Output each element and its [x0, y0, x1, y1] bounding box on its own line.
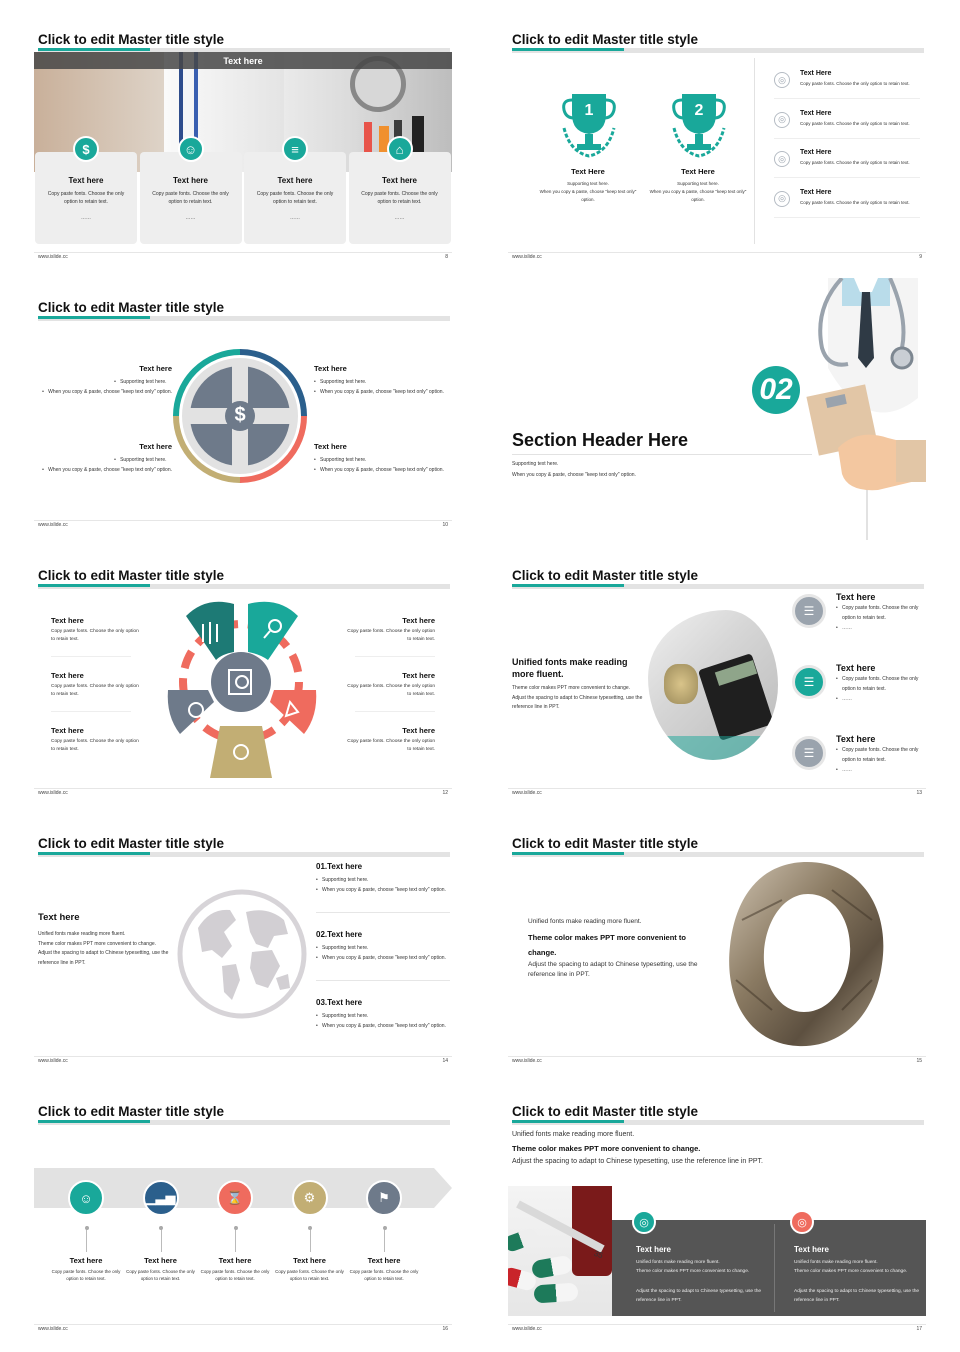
intro-line: Unified fonts make reading more fluent. — [512, 1131, 635, 1138]
bar-chart-icon: ▁▃▅ — [143, 1180, 179, 1216]
item-divider — [774, 98, 920, 99]
footer-url: www.islide.cc — [512, 1058, 542, 1064]
globe-shield-icon: ◎ — [774, 112, 790, 128]
divider — [51, 656, 131, 657]
bullet: • Copy paste fonts. Choose the only option to retain text. — [836, 675, 920, 694]
divider — [316, 980, 450, 981]
text-block — [314, 364, 448, 397]
slide-9[interactable] — [508, 28, 926, 262]
card-dots: …… — [81, 215, 91, 221]
slide-title: Click to edit Master title style — [512, 836, 699, 851]
title-underline — [512, 1120, 924, 1125]
trophy-body: Supporting text here. When you copy & paste, choose "keep text only" option. — [539, 181, 637, 202]
item-divider — [774, 217, 920, 218]
hourglass-icon: ⌛ — [217, 1180, 253, 1216]
slide-title: Click to edit Master title style — [512, 1104, 699, 1119]
card-title: Text here — [277, 176, 313, 185]
connector-dot — [308, 1226, 312, 1230]
globe-shield-icon: ◎ — [774, 151, 790, 167]
item-body: Copy paste fonts. Choose the only option to retain text. — [800, 81, 910, 86]
building-icon: ☰ — [792, 665, 826, 699]
slide-title: Click to edit Master title style — [38, 568, 225, 583]
bullet: • Supporting text here. — [114, 455, 172, 465]
feature-card[interactable] — [244, 152, 346, 244]
divider — [51, 711, 131, 712]
vertical-divider — [754, 58, 755, 244]
slide-title: Click to edit Master title style — [38, 1104, 225, 1119]
trophy-title: Text Here — [571, 167, 605, 176]
bullet: • When you copy & paste, choose "keep text only" option. — [316, 885, 450, 895]
title-underline — [38, 584, 450, 589]
bullet: • …… — [836, 765, 920, 775]
footer-url: www.islide.cc — [512, 254, 542, 260]
left-title: Text here — [38, 912, 80, 923]
emphasis-line: Theme color makes PPT more convenient to change. — [528, 933, 686, 957]
block-bullets — [42, 377, 172, 397]
col-divider — [774, 1224, 775, 1312]
card-body: Copy paste fonts. Choose the only option to retain text. — [256, 191, 334, 205]
title-underline — [38, 316, 450, 321]
page-number: 8 — [445, 254, 448, 260]
bullet: • …… — [836, 623, 920, 633]
footer-url: www.islide.cc — [38, 790, 68, 796]
step-body: Copy paste fonts. Choose the only option to retain text. — [200, 1269, 270, 1281]
text-block — [314, 442, 448, 475]
chart-icon: ≡ — [282, 136, 308, 162]
slide-12[interactable] — [34, 564, 452, 798]
divider — [355, 711, 435, 712]
page-number: 12 — [442, 790, 448, 796]
item-title: Text Here — [800, 70, 832, 77]
item-title: Text Here — [800, 149, 832, 156]
detail-line: Adjust the spacing to adapt to Chinese typesetting, use the reference line in PPT. — [512, 1158, 763, 1165]
item-bullets — [836, 675, 920, 704]
banner-text: Text here — [223, 55, 263, 66]
step-title: Text here — [293, 1256, 326, 1265]
block-bullets — [42, 455, 172, 475]
item-bullets — [836, 604, 920, 633]
step-title: Text here — [144, 1256, 177, 1265]
page-number: 9 — [919, 254, 922, 260]
block-title: Text here — [314, 364, 347, 373]
header-rule — [512, 454, 812, 455]
item-title: Text Here — [800, 109, 832, 117]
globe-shield-icon: ◎ — [774, 191, 790, 207]
left-item-body: Copy paste fonts. Choose the only option to retain text. — [51, 684, 139, 697]
bullet: • Supporting text here. — [316, 1011, 450, 1021]
right-item-title: Text here — [402, 726, 435, 735]
letter-o-photo-mask — [722, 860, 892, 1048]
item-body: Copy paste fonts. Choose the only option to retain text. — [800, 160, 910, 165]
footer-url: www.islide.cc — [38, 254, 68, 260]
target-icon: ◎ — [632, 1210, 656, 1234]
right-item-body: Copy paste fonts. Choose the only option to retain text. — [347, 629, 435, 642]
block-title: Text here — [139, 364, 172, 373]
feature-card[interactable] — [35, 152, 137, 244]
left-body: Unified fonts make reading more fluent. Theme color makes PPT more convenient to change. Adjust the spacing to adapt to Chinese typesetting, use the reference line in PPT. — [38, 931, 169, 966]
title-underline — [512, 852, 924, 857]
text-block — [38, 364, 172, 398]
item-title: Text here — [836, 592, 876, 602]
bullet: • Supporting text here. — [316, 943, 450, 953]
card-title: Text here — [173, 176, 208, 185]
petal-bottom — [210, 726, 272, 778]
slide-title: Click to edit Master title style — [512, 32, 699, 47]
page-number: 10 — [442, 522, 448, 528]
bullet: • Copy paste fonts. Choose the only option to retain text. — [836, 746, 920, 765]
trophy-title: Text Here — [681, 167, 715, 176]
page-number: 16 — [442, 1326, 448, 1332]
title-underline — [512, 48, 924, 53]
step-title: Text here — [218, 1256, 252, 1265]
slide-16[interactable] — [34, 1100, 452, 1334]
col-body-2: Theme color makes PPT more convenient to change. — [794, 1269, 908, 1274]
item-title: 02.Text here — [316, 930, 363, 939]
target-icon: ◎ — [790, 1210, 814, 1234]
petal-right — [270, 690, 316, 734]
person-icon: ☺ — [68, 1180, 104, 1216]
dollar-icon: $ — [73, 136, 99, 162]
col-body-3: Adjust the spacing to adapt to Chinese typesetting, use the reference line in PPT. — [636, 1289, 762, 1303]
title-underline — [38, 852, 450, 857]
footer-url: www.islide.cc — [38, 1326, 68, 1332]
left-item-title: Text here — [51, 616, 84, 625]
step-body: Copy paste fonts. Choose the only option to retain text. — [275, 1269, 344, 1281]
building-icon: ☰ — [792, 736, 826, 770]
item-bullets — [836, 746, 920, 775]
banner — [34, 52, 452, 69]
col-title: Text here — [794, 1245, 829, 1254]
section-number: 02 — [752, 366, 800, 414]
item-title: Text here — [836, 663, 876, 673]
right-item-body: Copy paste fonts. Choose the only option to retain text. — [347, 684, 435, 697]
block-bullets — [314, 377, 448, 397]
bullet: • When you copy & paste, choose "keep text only" option. — [42, 465, 172, 475]
card-dots: …… — [394, 215, 405, 221]
item-title: 01.Text here — [316, 862, 363, 871]
globe-shield-icon: ◎ — [774, 72, 790, 88]
medicine-photo — [508, 1186, 612, 1316]
title-underline — [38, 1120, 450, 1125]
item-divider — [774, 138, 920, 139]
intro-line: Unified fonts make reading more fluent. — [528, 918, 642, 925]
col-body-2: Theme color makes PPT more convenient to change. — [636, 1269, 750, 1274]
left-item-title: Text here — [51, 671, 84, 680]
flag-icon: ⚑ — [366, 1180, 402, 1216]
step-body: Copy paste fonts. Choose the only option to retain text. — [349, 1269, 419, 1281]
slide-10[interactable] — [34, 296, 452, 530]
page-number: 14 — [442, 1058, 448, 1064]
users-icon: ☺ — [178, 136, 204, 162]
connector-dot — [383, 1226, 387, 1230]
slide-11[interactable] — [508, 278, 926, 540]
footer-url: www.islide.cc — [512, 1326, 542, 1332]
bullet: • When you copy & paste, choose "keep text only" option. — [316, 1021, 450, 1031]
item-bullets — [316, 875, 450, 895]
slide-title: Click to edit Master title style — [38, 836, 225, 851]
right-item-title: Text here — [402, 671, 435, 680]
page-number: 17 — [916, 1326, 922, 1332]
section-header: Section Header Here — [512, 430, 689, 450]
left-item-body: Copy paste fonts. Choose the only option to retain text. — [51, 739, 139, 752]
section-support-line: Supporting text here. — [512, 461, 559, 467]
card-body: Copy paste fonts. Choose the only option to retain text. — [152, 191, 229, 205]
trophy-rank: 1 — [584, 102, 594, 119]
slide-17[interactable] — [508, 1100, 926, 1334]
divider — [355, 656, 435, 657]
bullet: • Copy paste fonts. Choose the only option to retain text. — [836, 604, 920, 623]
emphasis-line: Theme color makes PPT more convenient to change. — [512, 1144, 701, 1153]
slide-title: Click to edit Master title style — [512, 568, 699, 583]
globe-graphic — [176, 888, 308, 1020]
step-body: Copy paste fonts. Choose the only option to retain text. — [126, 1269, 195, 1281]
bullet: • When you copy & paste, choose "keep text only" option. — [314, 465, 448, 475]
card-dots: …… — [290, 215, 300, 221]
content-body: Theme color makes PPT more convenient to change. Adjust the spacing to adapt to Chinese typesetting, use the reference line in PPT. — [512, 685, 643, 710]
bullet: • Supporting text here. — [314, 377, 448, 387]
item-title: Text here — [836, 734, 876, 744]
card-title: Text here — [68, 176, 104, 185]
title-underline — [512, 584, 924, 589]
block-bullets — [314, 455, 448, 475]
item-title: 03.Text here — [316, 998, 363, 1007]
col-body-3: Adjust the spacing to adapt to Chinese typesetting, use the reference line in PPT. — [794, 1289, 920, 1303]
item-divider — [774, 177, 920, 178]
bullet: • Supporting text here. — [314, 455, 448, 465]
bullet: • When you copy & paste, choose "keep text only" option. — [316, 953, 450, 963]
slide-14[interactable] — [34, 832, 452, 1066]
text-block — [38, 442, 172, 476]
slide-title: Click to edit Master title style — [38, 32, 225, 47]
left-item-title: Text here — [51, 726, 84, 735]
finance-photo — [648, 610, 778, 760]
home-icon: ⌂ — [387, 136, 413, 162]
block-title: Text here — [314, 442, 347, 451]
footer-url: www.islide.cc — [38, 522, 68, 528]
step-title: Text here — [69, 1256, 103, 1265]
page-number: 13 — [916, 790, 922, 796]
item-title: Text Here — [800, 188, 832, 196]
gear-icon: ⚙ — [292, 1180, 328, 1216]
bullet: • …… — [836, 694, 920, 704]
connector-dot — [85, 1226, 89, 1230]
divider — [316, 912, 450, 913]
connector-dot — [234, 1226, 238, 1230]
card-dots: …… — [185, 215, 196, 221]
slide-13[interactable] — [508, 564, 926, 798]
item-body: Copy paste fonts. Choose the only option to retain text. — [800, 199, 910, 205]
card-body: Copy paste fonts. Choose the only option to retain text. — [47, 191, 125, 205]
section-support-line-2: When you copy & paste, choose "keep text only" option. — [512, 472, 636, 478]
content-heading: Unified fonts make reading more fluent. — [512, 657, 628, 679]
step-title: Text here — [367, 1256, 401, 1265]
petal-ring-diagram — [156, 594, 326, 782]
connector-dot — [159, 1226, 163, 1230]
block-title: Text here — [139, 442, 172, 451]
trophy-icon — [560, 90, 618, 162]
left-item-body: Copy paste fonts. Choose the only option to retain text. — [51, 629, 139, 642]
item-bullets — [316, 943, 450, 963]
center-dollar-icon: $ — [234, 404, 246, 426]
feature-card[interactable] — [140, 152, 242, 244]
bullet: • When you copy & paste, choose "keep text only" option. — [314, 387, 448, 397]
detail-line: Adjust the spacing to adapt to Chinese typesetting, use the reference line in PPT. — [528, 961, 698, 978]
doctor-illustration — [778, 278, 926, 540]
bullet: • Supporting text here. — [114, 377, 172, 387]
building-icon: ☰ — [792, 594, 826, 628]
trophy-icon — [670, 90, 728, 162]
col-body-1: Unified fonts make reading more fluent. — [636, 1260, 720, 1265]
item-body: Copy paste fonts. Choose the only option to retain text. — [800, 120, 910, 126]
card-title: Text here — [382, 176, 417, 185]
page-number: 15 — [916, 1058, 922, 1064]
step-body: Copy paste fonts. Choose the only option to retain text. — [51, 1269, 121, 1281]
slide-title: Click to edit Master title style — [38, 300, 225, 315]
thermometer-reading: 35 — [592, 1248, 605, 1261]
trophy-body: Supporting text here. When you copy & paste, choose "keep text only" option. — [649, 181, 747, 202]
col-title: Text here — [636, 1245, 671, 1254]
feature-card[interactable] — [349, 152, 451, 244]
slide-8[interactable] — [34, 28, 452, 262]
slide-15[interactable] — [508, 832, 926, 1066]
card-body: Copy paste fonts. Choose the only option to retain text. — [361, 191, 438, 205]
item-bullets — [316, 1011, 450, 1031]
bullet: • Supporting text here. — [316, 875, 450, 885]
trophy-rank: 2 — [694, 102, 704, 119]
footer-url: www.islide.cc — [38, 1058, 68, 1064]
col-body-1: Unified fonts make reading more fluent. — [794, 1260, 878, 1265]
bullet: • When you copy & paste, choose "keep text only" option. — [42, 387, 172, 397]
right-item-body: Copy paste fonts. Choose the only option to retain text. — [347, 739, 435, 752]
right-item-title: Text here — [402, 616, 435, 625]
footer-url: www.islide.cc — [512, 790, 542, 796]
